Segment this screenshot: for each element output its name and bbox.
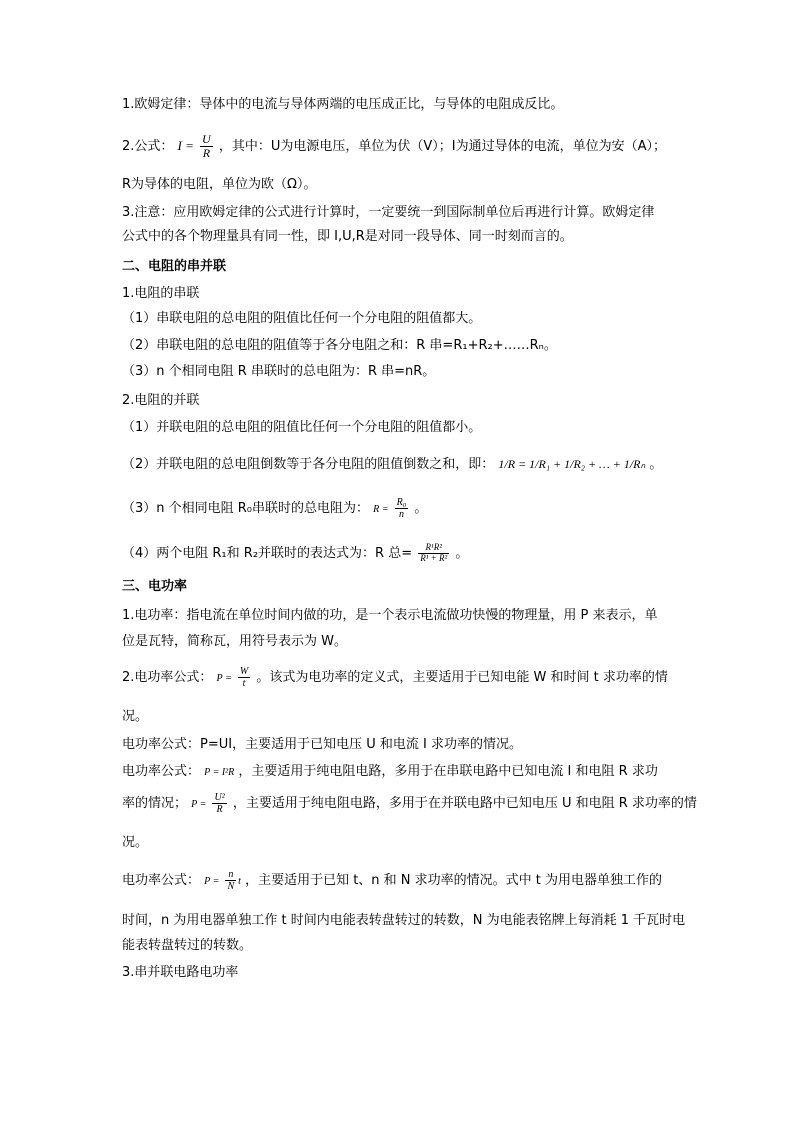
power-formula-4-rest-3: 能表转盘转过的转数。	[122, 938, 253, 953]
series-item-2: （2）串联电阻的总电阻的阻值等于各分电阻之和：R 串=R₁+R₂+……Rₙ。	[122, 338, 557, 353]
series-item-3: （3）n 个相同电阻 R 串联时的总电阻为：R 串=nR。	[122, 364, 436, 379]
power-def-line-2: 位是瓦特，简称瓦，用符号表示为 W。	[122, 634, 347, 649]
ohm-formula-description-2: R为导体的电阻，单位为欧（Ω）。	[122, 177, 317, 192]
parallel-item-2-formula: 1/R = 1/R₁ + 1/R₂ + … + 1/Rₙ	[498, 457, 646, 471]
power-formula-1	[122, 661, 668, 696]
power-formula-3-rest: ，主要适用于纯电阻电路，多用于在串联电路中已知电流 I 和电阻 R 求功	[238, 764, 658, 779]
power-formula-4-t: t	[238, 876, 241, 887]
parallel-item-3-end: 。	[414, 501, 428, 516]
power-formula-3-expr: P = I²R	[204, 767, 235, 778]
parallel-item-4	[122, 537, 468, 571]
parallel-item-3-denominator: n	[398, 509, 404, 520]
parallel-item-4-denominator: R¹ + R²	[420, 553, 448, 563]
parallel-title: 2.电阻的并联	[122, 393, 200, 408]
power-formula-3b-fraction	[212, 792, 226, 815]
ohm-formula-numerator: U	[202, 131, 211, 146]
ohm-formula-fraction	[200, 133, 213, 160]
ohm-formula-lhs: I =	[177, 138, 194, 153]
power-formula-1-lhs: P =	[216, 673, 232, 684]
series-title: 1.电阻的串联	[122, 286, 200, 301]
section2-heading: 二、电阻的串并联	[122, 259, 227, 274]
power-formula-2: 电功率公式：P=UI，主要适用于已知电压 U 和电流 I 求功率的情况。	[122, 737, 522, 752]
power-formula-4-lhs: P =	[204, 876, 220, 887]
parallel-item-3	[122, 492, 427, 527]
parallel-item-3-fraction	[395, 497, 409, 520]
series-item-1: （1）串联电阻的总电阻的阻值比任何一个分电阻的阻值都大。	[122, 311, 482, 326]
power-formula-3b-prefix: 率的情况；	[122, 796, 188, 811]
parallel-item-4-fraction	[418, 543, 449, 564]
power-formula-3b	[122, 786, 697, 823]
ohm-formula-description: ，其中：U为电源电压，单位为伏（V）；I为通过导体的电流，单位为安（A）；	[218, 139, 666, 154]
power-formula-4	[122, 864, 662, 899]
power-formula-1-numerator: W	[239, 666, 249, 677]
power-def-line-1: 1.电功率：指电流在单位时间内做的功，是一个表示电流做功快慢的物理量，用 P 来表示，单	[122, 608, 658, 623]
power-formula-3b-rest: ，主要适用于纯电阻电路，多用于在并联电路中已知电压 U 和电阻 R 求功率的情	[232, 796, 697, 811]
power-formula-3b-rest-2: 况。	[122, 835, 149, 850]
power-formula-4-rest: ，主要适用于已知 t、n 和 N 求功率的情况。式中 t 为用电器单独工作的	[245, 873, 663, 888]
parallel-item-3-lhs: R =	[373, 504, 389, 515]
power-formula-1-rest: 。该式为电功率的定义式，主要适用于已知电能 W 和时间 t 求功率的情	[256, 670, 668, 685]
power-formula-3	[122, 763, 658, 782]
section3-heading: 三、电功率	[122, 579, 188, 594]
parallel-item-4-text: （4）两个电阻 R₁和 R₂并联时的表达式为：R 总=	[122, 546, 413, 561]
power-formula-4-denominator: N	[227, 881, 235, 892]
power-formula-3b-numerator: U²	[214, 792, 225, 803]
power-formula-4-rest-2: 时间，n 为用电器单独工作 t 时间内电能表转盘转过的转数，N 为电能表铭牌上每消耗 1 千瓦时电	[122, 913, 686, 928]
power-formula-1-fraction	[238, 666, 250, 689]
power-formula-1-denominator: t	[242, 678, 246, 689]
power-formula-4-fraction	[225, 869, 236, 892]
parallel-item-2-text: （2）并联电阻的总电阻倒数等于各分电阻的阻值倒数之和，即：	[122, 457, 495, 472]
ohm-note-line-2: 公式中的各个物理量具有同一性，即 I,U,R是对同一段导体、同一时刻而言的。	[122, 229, 573, 244]
parallel-item-4-numerator: R¹R²	[418, 543, 449, 554]
power-formula-1-rest-2: 况。	[122, 709, 149, 724]
parallel-item-2	[122, 446, 662, 483]
parallel-item-4-end: 。	[455, 546, 469, 561]
power-formula-3b-denominator: R	[216, 804, 223, 815]
parallel-item-2-end: 。	[649, 457, 663, 472]
ohm-formula-denominator: R	[202, 146, 211, 160]
series-parallel-power-title: 3.串并联电路电功率	[122, 965, 239, 980]
power-formula-3b-lhs: P =	[191, 799, 207, 810]
parallel-item-3-numerator: R₀	[396, 497, 407, 508]
ohm-formula-prefix: 2.公式：	[122, 139, 174, 154]
power-formula-4-numerator: n	[225, 869, 236, 881]
parallel-item-3-text: （3）n 个相同电阻 R₀串联时的总电阻为：	[122, 501, 370, 516]
ohm-note-line-1: 3.注意：应用欧姆定律的公式进行计算时，一定要统一到国际制单位后再进行计算。欧姆定律	[122, 205, 655, 220]
power-formula-4-prefix: 电功率公式：	[122, 873, 201, 888]
power-formula-3-prefix: 电功率公式：	[122, 764, 201, 779]
power-formula-1-prefix: 2.电功率公式：	[122, 670, 213, 685]
parallel-item-1: （1）并联电阻的总电阻的阻值比任何一个分电阻的阻值都小。	[122, 420, 482, 435]
ohm-law-text: 1.欧姆定律：导体中的电流与导体两端的电压成正比，与导体的电阻成反比。	[122, 97, 564, 112]
ohm-formula-line	[122, 128, 666, 165]
